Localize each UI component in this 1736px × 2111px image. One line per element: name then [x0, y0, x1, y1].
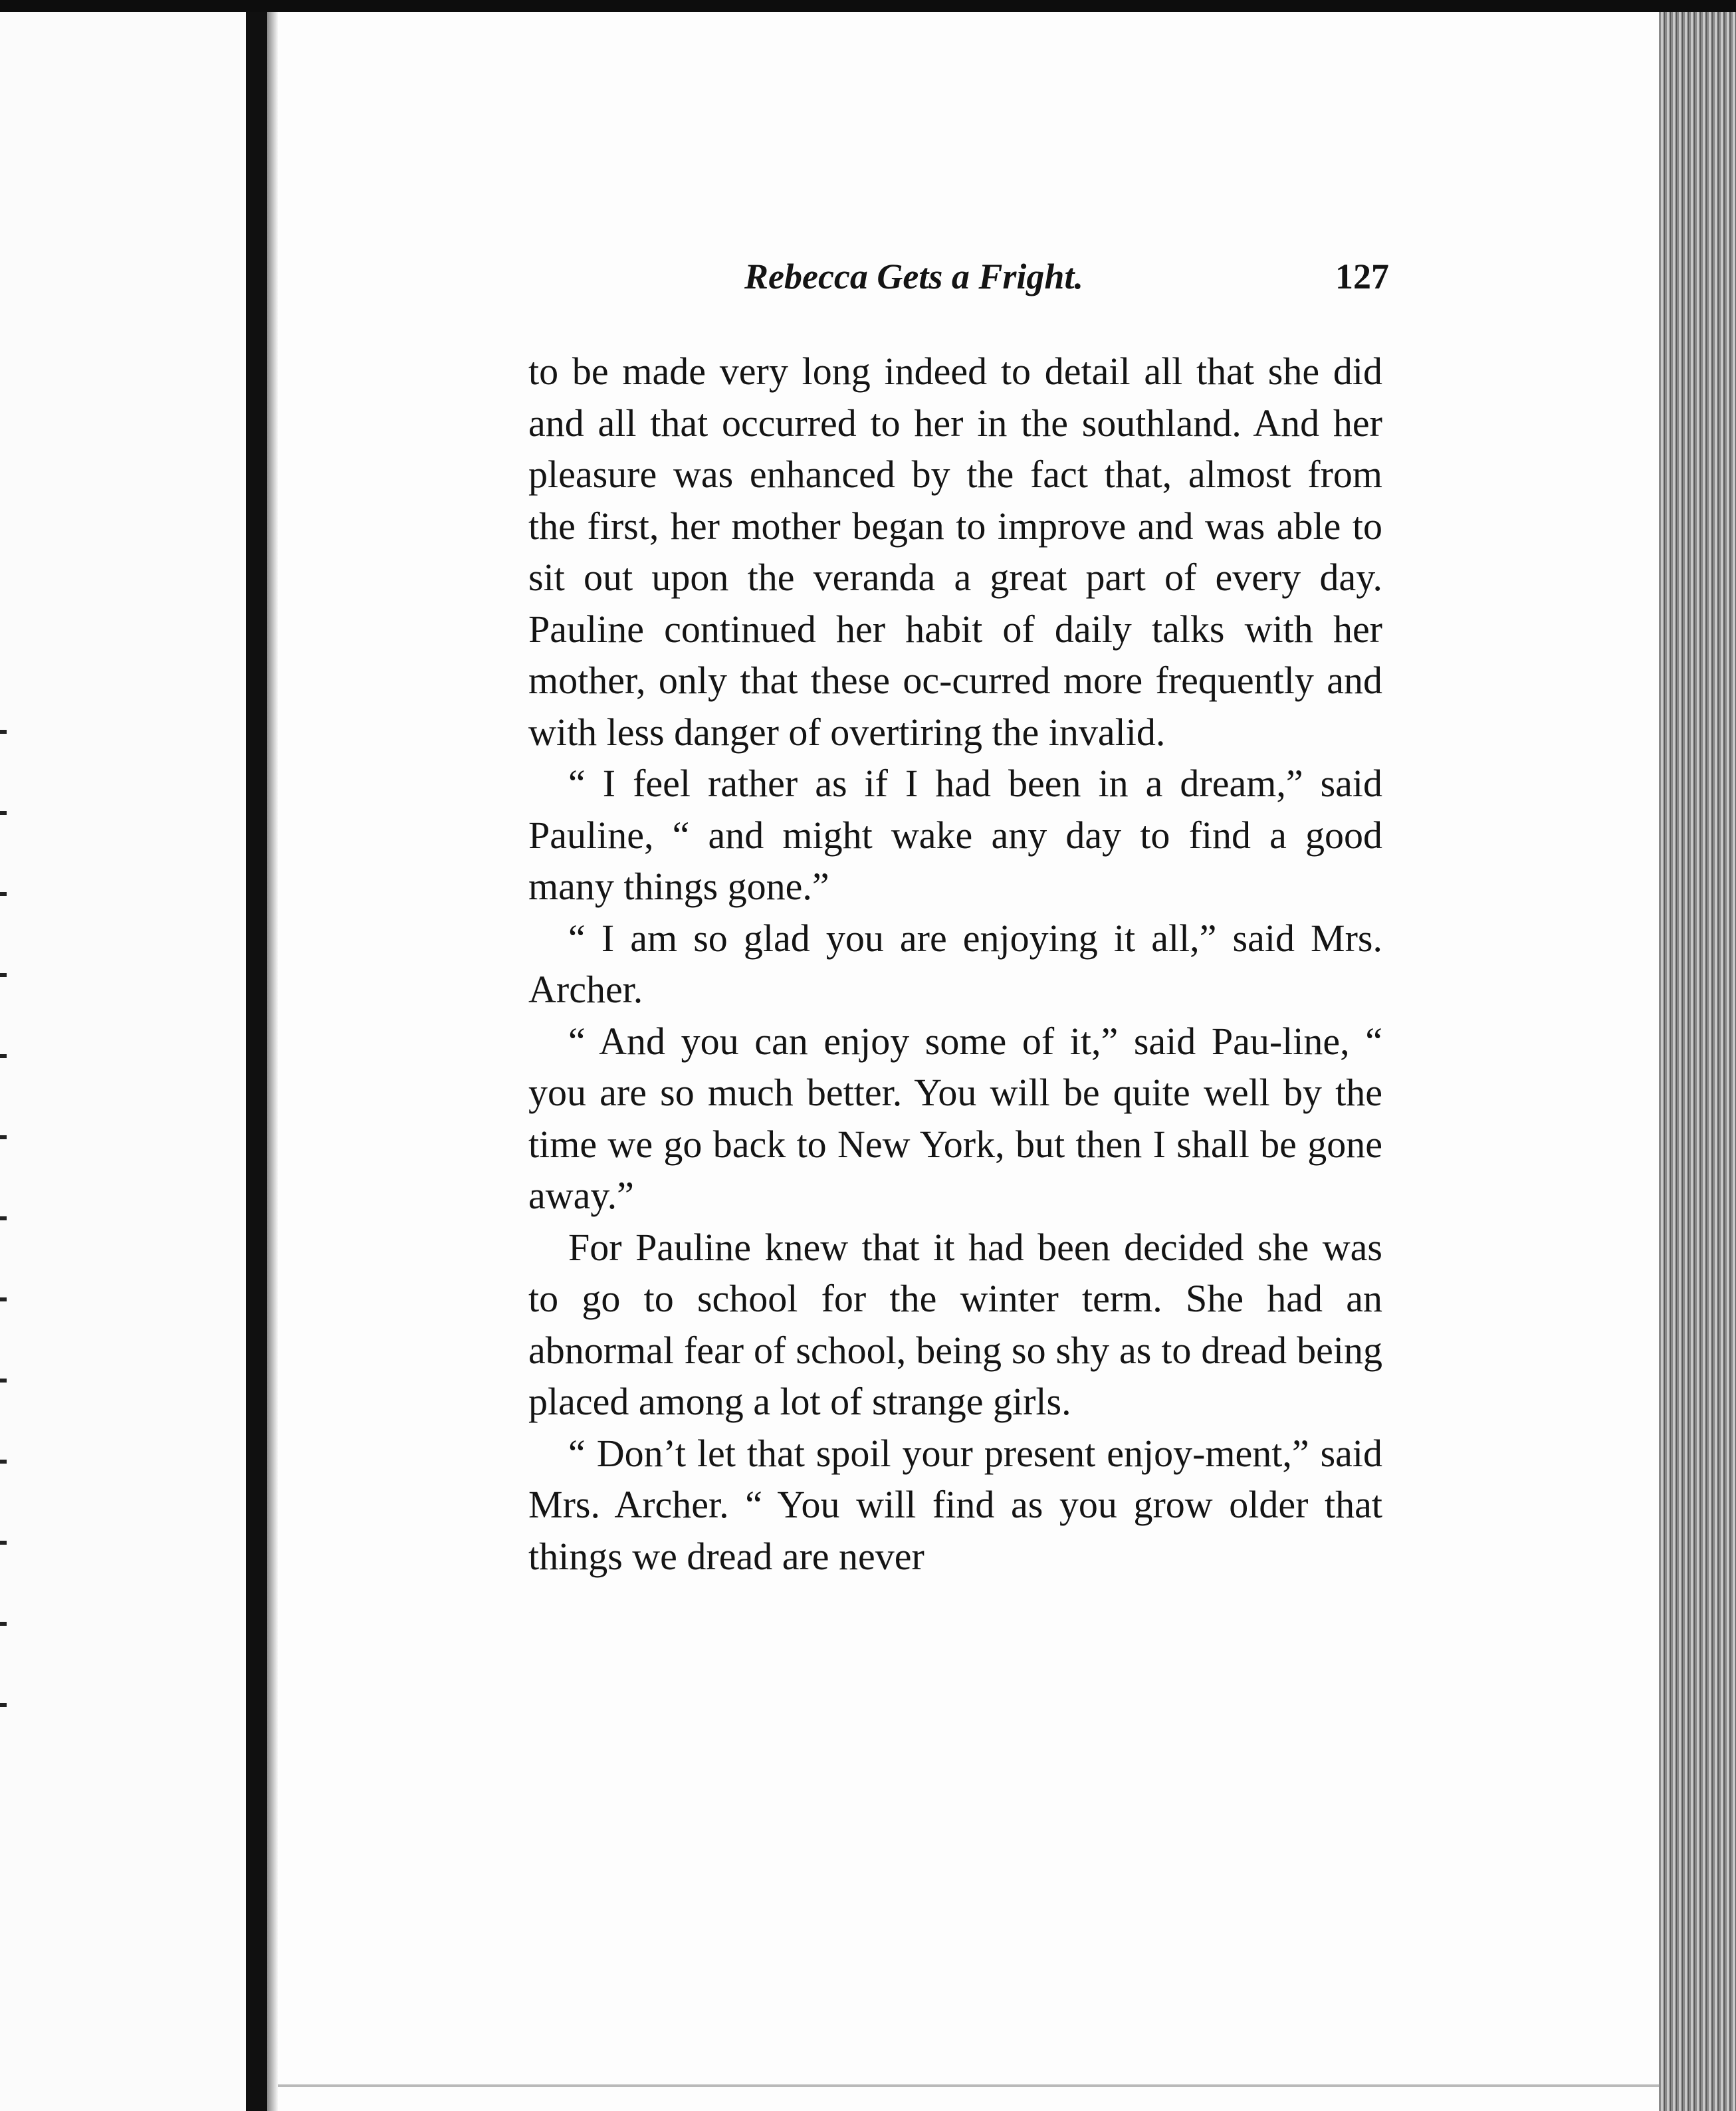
paragraph-3: “ I am so glad you are enjoying it all,” said Mrs. Archer. [528, 916, 1382, 1011]
left-facing-page [0, 12, 246, 2111]
gutter-shadow [267, 12, 278, 2111]
running-head [705, 256, 1389, 316]
left-page-bleed-marks [0, 730, 7, 1767]
scan-top-edge [0, 0, 1736, 12]
page-block-edges [1659, 12, 1736, 2111]
page-number: 127 [1335, 257, 1389, 296]
chapter-title: Rebecca Gets a Fright. [744, 257, 1083, 296]
paragraph-2: “ I feel rather as if I had been in a dream,” said Pauline, “ and might wake any day to find a good many things gone.” [528, 762, 1382, 908]
book-gutter [246, 12, 267, 2111]
paragraph-5: For Pauline knew that it had been decided she was to go to school for the winter term. She had an abnormal fear of school, being so shy as to dread being placed among a lot of strange girls. [528, 1225, 1382, 1423]
paragraph-6: “ Don’t let that spoil your present enjoy-ment,” said Mrs. Archer. “ You will find as you grow older that things we dread are never [528, 1431, 1382, 1578]
paragraph-1: to be made very long indeed to detail all that she did and all that occurred to her in the southland. And her pleasure was enhanced by the fact that, almost from the first, her mother began to improve and was able to sit out upon the veranda a great part of every day. Pauline continued her habit of daily talks with her mother, only that these oc-curred more frequently and with less danger of overtiring the invalid. [528, 350, 1382, 754]
body-text [528, 346, 1382, 1582]
paragraph-4: “ And you can enjoy some of it,” said Pau-line, “ you are so much better. You will be quite well by the time we go back to New York, but then I shall be gone away.” [528, 1019, 1382, 1217]
page-bottom-edge-line [278, 2084, 1659, 2087]
